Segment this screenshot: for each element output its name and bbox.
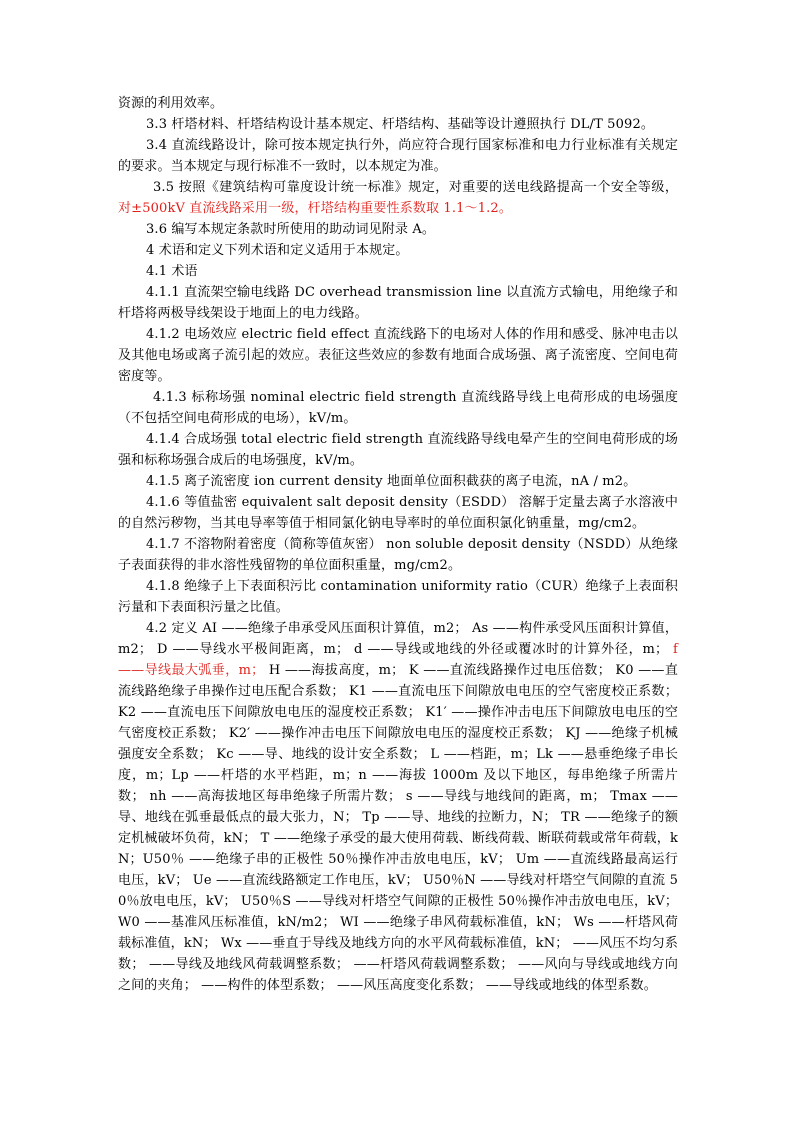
clause-4-2-definitions: 4.2 定义 AI ——绝缘子串承受风压面积计算值，m2； As ——构件承受风压面积计算值，m2； D ——导线水平极间距离，m； d ——导线或地线的外径或覆冰时的计算外径，m； f ——导线最大弧垂，m； H ——海拔高度，m； K ——直流线路操作过电压倍数； K0 ——直流线路绝缘子串操作过电压配合系数； K1 ——直流电压下间隙放电电压的空气密度校正系数； K2 ——直流电压下间隙放电电压的湿度校正系数； K1′ ——操作冲击电压下间隙放电电压的空气密度校正系数； K2′ ——操作冲击电压下间隙放电电压的湿度校正系数； KJ ——绝缘子机械强度安全系数； Kc ——导、地线的设计安全系数； L ——档距，m；Lk ——悬垂绝缘子串长度，m；Lp ——杆塔的水平档距，m；n ——海拔 1000m 及以下地区，每串绝缘子所需片数； nh ——高海拔地区每串绝缘子所需片数； s ——导线与地线间的距离，m； Tmax ——导、地线在弧垂最低点的最大张力，N； Tp ——导、地线的拉断力，N； TR ——绝缘子的额定机械破坏负荷，kN； T ——绝缘子承受的最大使用荷载、断线荷载、断联荷载或常年荷载，kN；U50％ ——绝缘子串的正极性 50％操作冲击放电电压，kV； Um ——直流线路最高运行电压，kV； Ue ——直流线路额定工作电压，kV； U50％N ——导线对杆塔空气间隙的直流 50％放电电压，kV； U50％S ——导线对杆塔空气间隙的正极性 50％操作冲击放电电压，kV； W0 ——基准风压标准值，kN/m2； WI ——绝缘子串风荷载标准值，kN； Ws ——杆塔风荷载标准值，kN； Wx ——垂直于导线及地线方向的水平风荷载标准值，kN； ——风压不均匀系数； ——导线及地线风荷载调整系数； ——杆塔风荷载调整系数； ——风向与导线或地线方向之间的夹角； ——构件的体型系数； ——风压高度变化系数； ——导线或地线的体型系数。: [118, 621, 678, 993]
clause-3-6: 3.6 编写本规定条款时所使用的助动词见附录 A。: [146, 222, 436, 237]
paragraph-continuation: 资源的利用效率。: [118, 96, 224, 111]
clause-4-1-5: 4.1.5 离子流密度 ion current density 地面单位面积截获的离子电流，nA / m2。: [146, 474, 637, 489]
clause-4-1-8: 4.1.8 绝缘子上下表面积污比 contamination uniformity ratio（CUR）绝缘子上表面积污量和下表面积污量之比值。: [118, 579, 678, 615]
clause-4-1-4: 4.1.4 合成场强 total electric field strength 直流线路导线电晕产生的空间电荷形成的场强和标称场强合成后的电场强度，kV/m。: [118, 432, 678, 468]
section-4-heading: 4 术语和定义下列术语和定义适用于本规定。: [146, 243, 409, 258]
clause-4-1-3: 4.1.3 标称场强 nominal electric field strength 直流线路导线上电荷形成的电场强度（不包括空间电荷形成的电场），kV/m。: [118, 390, 678, 426]
highlighted-text: 对±500kV 直流线路采用一级，杆塔结构重要性系数取 1.1～1.2。: [118, 201, 512, 216]
highlighted-text: f ——导线最大弧垂，m；: [118, 642, 678, 678]
clause-4-1-heading: 4.1 术语: [146, 264, 198, 279]
clause-3-3: 3.3 杆塔材料、杆塔结构设计基本规定、杆塔结构、基础等设计遵照执行 DL/T 5092。: [146, 117, 655, 132]
clause-4-1-7: 4.1.7 不溶物附着密度（简称等值灰密） non soluble deposit density（NSDD）从绝缘子表面获得的非水溶性残留物的单位面积重量，mg/cm2。: [118, 537, 678, 573]
clause-4-1-1: 4.1.1 直流架空输电线路 DC overhead transmission line 以直流方式输电，用绝缘子和杆塔将两极导线架设于地面上的电力线路。: [118, 285, 678, 321]
clause-3-4: 3.4 直流线路设计，除可按本规定执行外，尚应符合现行国家标准和电力行业标准有关规定的要求。当本规定与现行标准不一致时，以本规定为准。: [118, 138, 678, 174]
document-page: [118, 93, 678, 996]
clause-4-1-6: 4.1.6 等值盐密 equivalent salt deposit density（ESDD） 溶解于定量去离子水溶液中的自然污秽物，当其电导率等值于相同氯化钠电导率时的单位面积氯化钠重量，mg/cm2。: [118, 495, 678, 531]
clause-3-5: 3.5 按照《建筑结构可靠度设计统一标准》规定，对重要的送电线路提高一个安全等级，对±500kV 直流线路采用一级，杆塔结构重要性系数取 1.1～1.2。: [118, 180, 678, 216]
clause-4-1-2: 4.1.2 电场效应 electric field effect 直流线路下的电场对人体的作用和感受、脉冲电击以及其他电场或离子流引起的效应。表征这些效应的参数有地面合成场强、离子流密度、空间电荷密度等。: [118, 327, 678, 384]
